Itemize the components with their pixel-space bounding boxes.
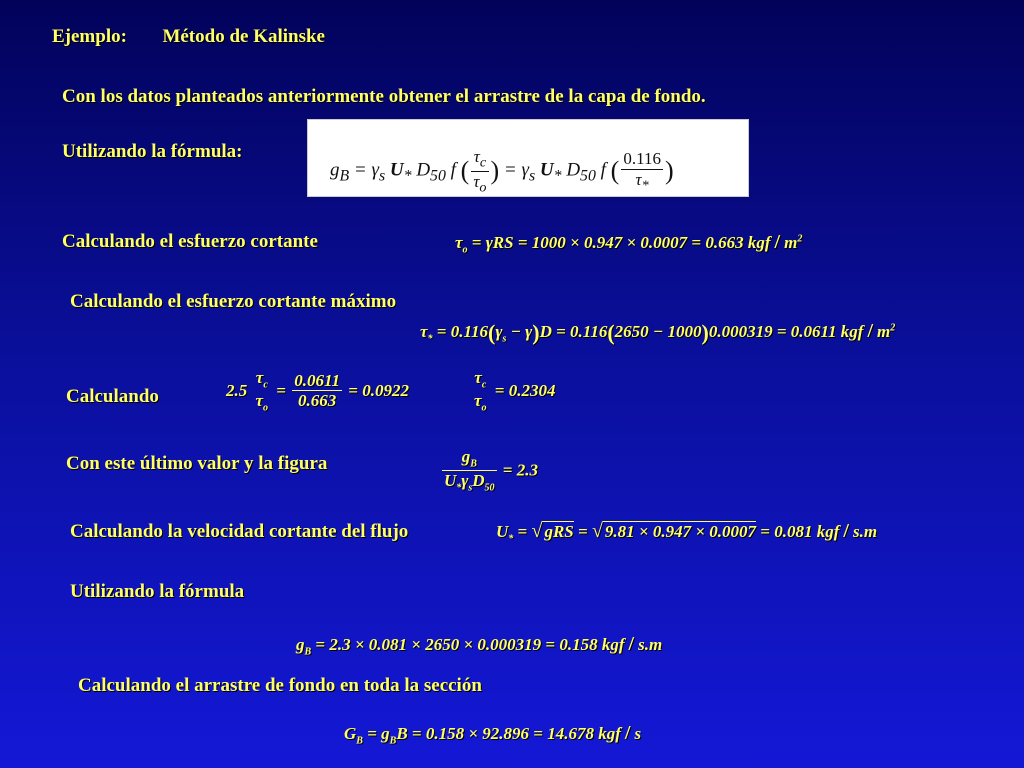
slide-title [52, 26, 325, 48]
step3-equation-2: $\tau_c$ $\tau_o$ = 0.2304 [474, 368, 556, 414]
formula-box [307, 119, 749, 197]
intro-text: Con los datos planteados anteriormente obtener el arrastre de la capa de fondo. [62, 86, 706, 107]
step5-label: Calculando la velocidad cortante del flujo [70, 521, 409, 542]
step6-label: Utilizando la fórmula [70, 581, 245, 602]
title-label: Ejemplo: [52, 26, 127, 47]
step3-equation-1: 2.5 $\tau_c$ $\tau_o$ = $\frac{0.0611}{0.663}$ = 0.0922 [226, 368, 409, 414]
title-method: Método de Kalinske [162, 26, 325, 47]
step7-label: Calculando el arrastre de fondo en toda la sección [78, 675, 482, 696]
step1-label: Calculando el esfuerzo cortante [62, 231, 318, 252]
step6-equation: $g_B = 2.3 \times 0.081 \times 2650 \times 0.000319 = 0.158$ kgf / s.m [296, 633, 663, 658]
step4-label: Con este último valor y la figura [66, 453, 328, 474]
step5-equation: $U_*$ = √ gRS = √ 9.81 × 0.947 × 0.0007 = 0.081 kgf / s.m [496, 520, 878, 545]
step2-equation: $\tau_* = 0.116(\gamma_s - \gamma)D = 0.116(2650 - 1000)0.000319 = 0.0611$ kgf / $m^2$ [420, 320, 896, 346]
step3-label: Calculando [66, 386, 159, 407]
step1-equation: $\tau_o = \gamma RS = 1000 \times 0.947 \times 0.0007 = 0.663$ kgf / $m^2$ [455, 231, 803, 256]
step4-equation: $\frac{g_B}{U_*\gamma_sD_{50}}$ = 2.3 [444, 447, 538, 494]
step7-equation: $G_B = g_BB = 0.158 \times 92.896 = 14.678$ kgf / s [344, 722, 642, 747]
kalinske-formula: $g_B = \gamma_s$ $U_*$ $D_{50}$ f ( $\frac{\tau_c}{\tau_o}$ ) = $\gamma_s$ $U_*$ $D_{50}$ f ( $\frac{0.116}{\tau_*}$ ) [330, 147, 674, 196]
formula-intro: Utilizando la fórmula: [62, 141, 243, 162]
step2-label: Calculando el esfuerzo cortante máximo [70, 291, 397, 312]
